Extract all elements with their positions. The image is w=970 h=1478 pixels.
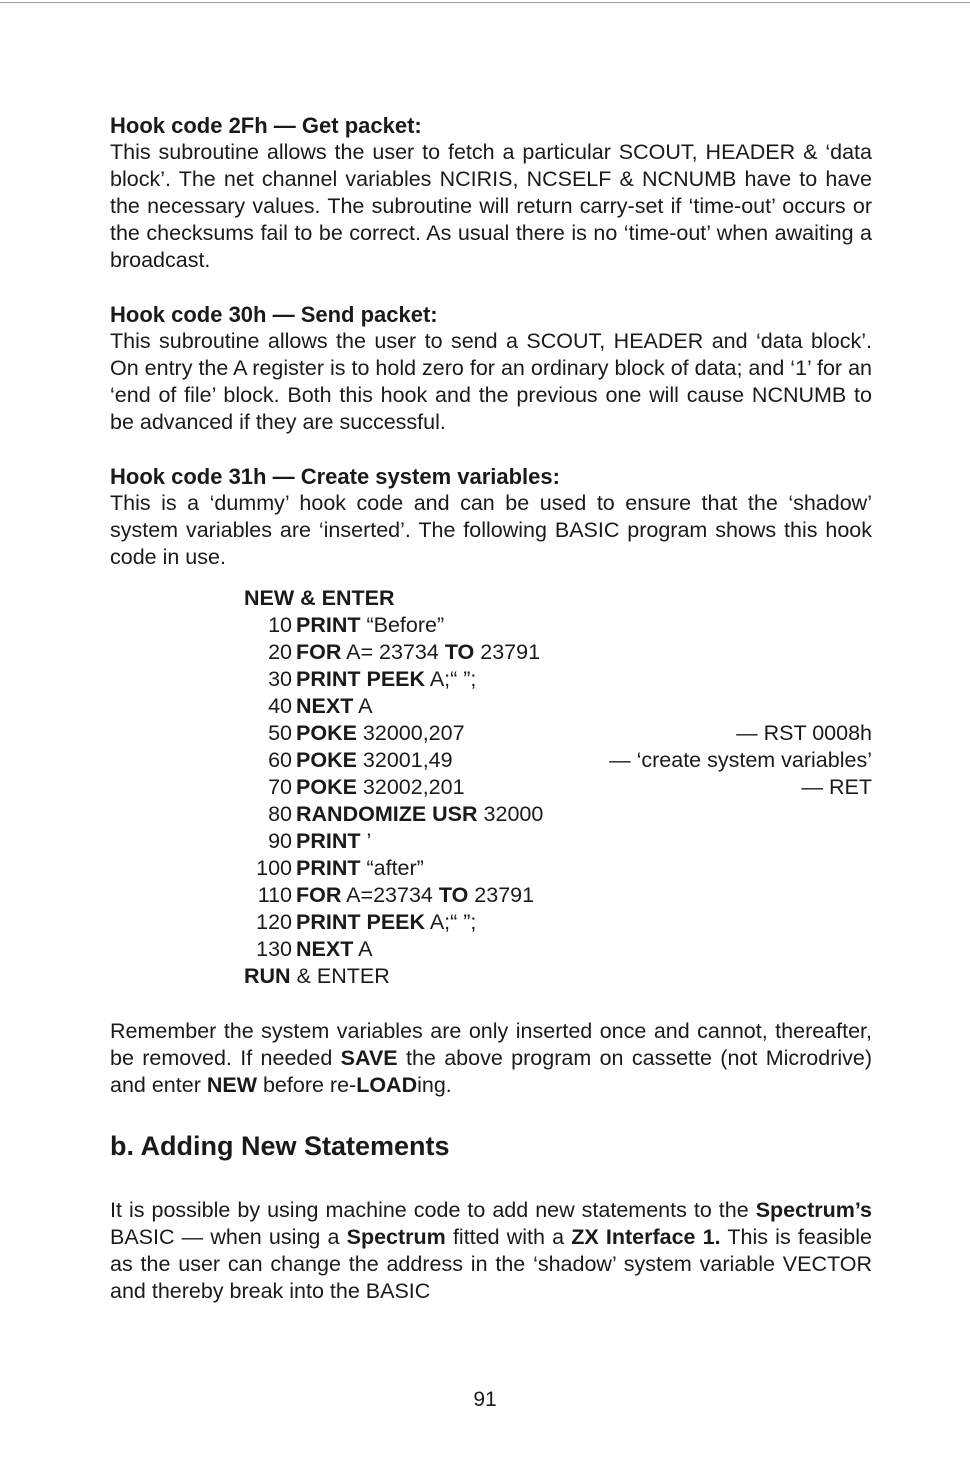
listing-first-command: NEW & ENTER — [244, 586, 395, 610]
remember-bold-load: LOAD — [356, 1073, 418, 1097]
statements-text-1: It is possible by using machine code to add new statements to the — [110, 1198, 756, 1222]
keyword: POKE — [296, 775, 357, 799]
line-number: 60 — [268, 748, 292, 772]
heading-adding-new-statements: b. Adding New Statements — [110, 1131, 450, 1161]
keyword: NEXT — [296, 694, 354, 718]
keyword: TO — [444, 640, 475, 664]
statements-paragraph — [110, 1197, 872, 1305]
keyword: FOR — [296, 640, 342, 664]
keyword: POKE — [296, 748, 357, 772]
remember-text-4: ing. — [417, 1073, 452, 1097]
section-title-30h: Hook code 30h — Send packet: — [110, 302, 438, 327]
argument: 23791 — [468, 883, 535, 907]
argument: A=23734 — [341, 883, 439, 907]
line-code — [296, 612, 444, 639]
listing-line — [244, 828, 872, 855]
listing-line — [244, 693, 872, 720]
listing-line — [244, 747, 872, 774]
listing-line — [244, 855, 872, 882]
statements-text-4: This is feasible as the user can change the address in the ‘shadow’ system variable VECTOR and thereby break into the BASIC — [110, 1225, 872, 1303]
remember-text-2: the above program on cassette (not Microdrive) and enter — [110, 1046, 873, 1097]
statements-bold-spectrum: Spectrum — [346, 1225, 446, 1249]
listing-line — [244, 639, 872, 666]
section-body-30h: This subroutine allows the user to send a SCOUT, HEADER and ‘data block’. On entry the A register is to hold zero for an ordinary block of data; and ‘1’ for an ‘end of file’ block. Both this hook and the previous one will cause NCNUMB to be advanced if they are successful. — [110, 329, 872, 434]
line-number: 10 — [268, 613, 292, 637]
line-code — [296, 882, 534, 909]
line-comment: — ‘create system variables’ — [609, 748, 872, 772]
line-code — [296, 774, 465, 801]
line-number: 100 — [256, 856, 292, 880]
listing-last-command — [244, 963, 872, 990]
remember-bold-save: SAVE — [340, 1046, 398, 1070]
listing-last-kw: RUN — [244, 964, 291, 988]
line-code — [296, 720, 465, 747]
listing-lines — [244, 612, 872, 963]
listing-line — [244, 882, 872, 909]
keyword: RANDOMIZE USR — [296, 802, 478, 826]
line-number: 80 — [268, 802, 292, 826]
line-number: 40 — [268, 694, 292, 718]
remember-text-3: before re- — [257, 1073, 357, 1097]
listing-line — [244, 936, 872, 963]
line-comment: — RET — [801, 775, 872, 799]
keyword: PRINT PEEK — [296, 910, 426, 934]
line-number: 130 — [256, 937, 292, 961]
argument: ’ — [360, 829, 372, 853]
section-body-2fh: This subroutine allows the user to fetch a particular SCOUT, HEADER & ‘data block’. The net channel variables NCIRIS, NCSELF & NCNUMB have to have the necessary values. The subroutine will return carry-set if ‘time-out’ occurs or the checksums fail to be correct. As usual there is no ‘time-out’ when awaiting a broadcast. — [110, 140, 872, 272]
line-code — [296, 801, 543, 828]
keyword: NEXT — [296, 937, 354, 961]
argument: A — [353, 937, 373, 961]
statements-bold-spectrums: Spectrum’s — [755, 1198, 872, 1222]
keyword: POKE — [296, 721, 357, 745]
keyword: PRINT — [296, 829, 361, 853]
listing-line — [244, 774, 872, 801]
top-rule — [0, 2, 970, 3]
line-number: 120 — [256, 910, 292, 934]
argument: 32000,207 — [356, 721, 465, 745]
section-title-31h: Hook code 31h — Create system variables: — [110, 464, 560, 489]
remember-paragraph — [110, 1018, 872, 1099]
argument: A;“ ”; — [425, 910, 477, 934]
section-body-31h: This is a ‘dummy’ hook code and can be used to ensure that the ‘shadow’ system variables are ‘inserted’. The following BASIC program shows this hook code in use. — [110, 491, 872, 569]
page-number: 91 — [473, 1388, 497, 1411]
listing-line — [244, 720, 872, 747]
line-number: 20 — [268, 640, 292, 664]
remember-text-1: Remember the system variables are only inserted once and cannot, thereafter, be removed. If needed — [110, 1019, 872, 1070]
listing-line — [244, 801, 872, 828]
basic-listing — [244, 585, 872, 990]
line-code — [296, 666, 476, 693]
line-code — [296, 855, 424, 882]
statements-text-3: fitted with a — [445, 1225, 572, 1249]
listing-line — [244, 909, 872, 936]
line-code — [296, 639, 540, 666]
line-number: 70 — [268, 775, 292, 799]
page-content — [110, 112, 872, 1305]
argument: “Before” — [360, 613, 445, 637]
line-comment: — RST 0008h — [736, 721, 872, 745]
argument: “after” — [360, 856, 424, 880]
line-code — [296, 909, 476, 936]
keyword: PRINT — [296, 613, 361, 637]
listing-last-rest: & ENTER — [290, 964, 390, 988]
line-code — [296, 693, 372, 720]
argument: A;“ ”; — [425, 667, 477, 691]
argument: 32002,201 — [356, 775, 465, 799]
listing-line — [244, 612, 872, 639]
section-title-2fh: Hook code 2Fh — Get packet: — [110, 113, 422, 138]
keyword: TO — [438, 883, 469, 907]
remember-bold-new: NEW — [206, 1073, 257, 1097]
line-code — [296, 828, 371, 855]
line-number: 110 — [257, 883, 292, 907]
statements-bold-interface: ZX Interface 1. — [571, 1225, 721, 1249]
line-code — [296, 936, 372, 963]
argument: 23791 — [474, 640, 541, 664]
argument: 32001,49 — [356, 748, 453, 772]
line-number: 90 — [268, 829, 292, 853]
keyword: PRINT PEEK — [296, 667, 426, 691]
line-number: 50 — [268, 721, 292, 745]
argument: 32000 — [477, 802, 544, 826]
statements-text-2: BASIC — when using a — [110, 1225, 347, 1249]
keyword: PRINT — [296, 856, 361, 880]
argument: A — [353, 694, 373, 718]
line-code — [296, 747, 453, 774]
line-number: 30 — [268, 667, 292, 691]
argument: A= 23734 — [341, 640, 445, 664]
keyword: FOR — [296, 883, 342, 907]
listing-line — [244, 666, 872, 693]
